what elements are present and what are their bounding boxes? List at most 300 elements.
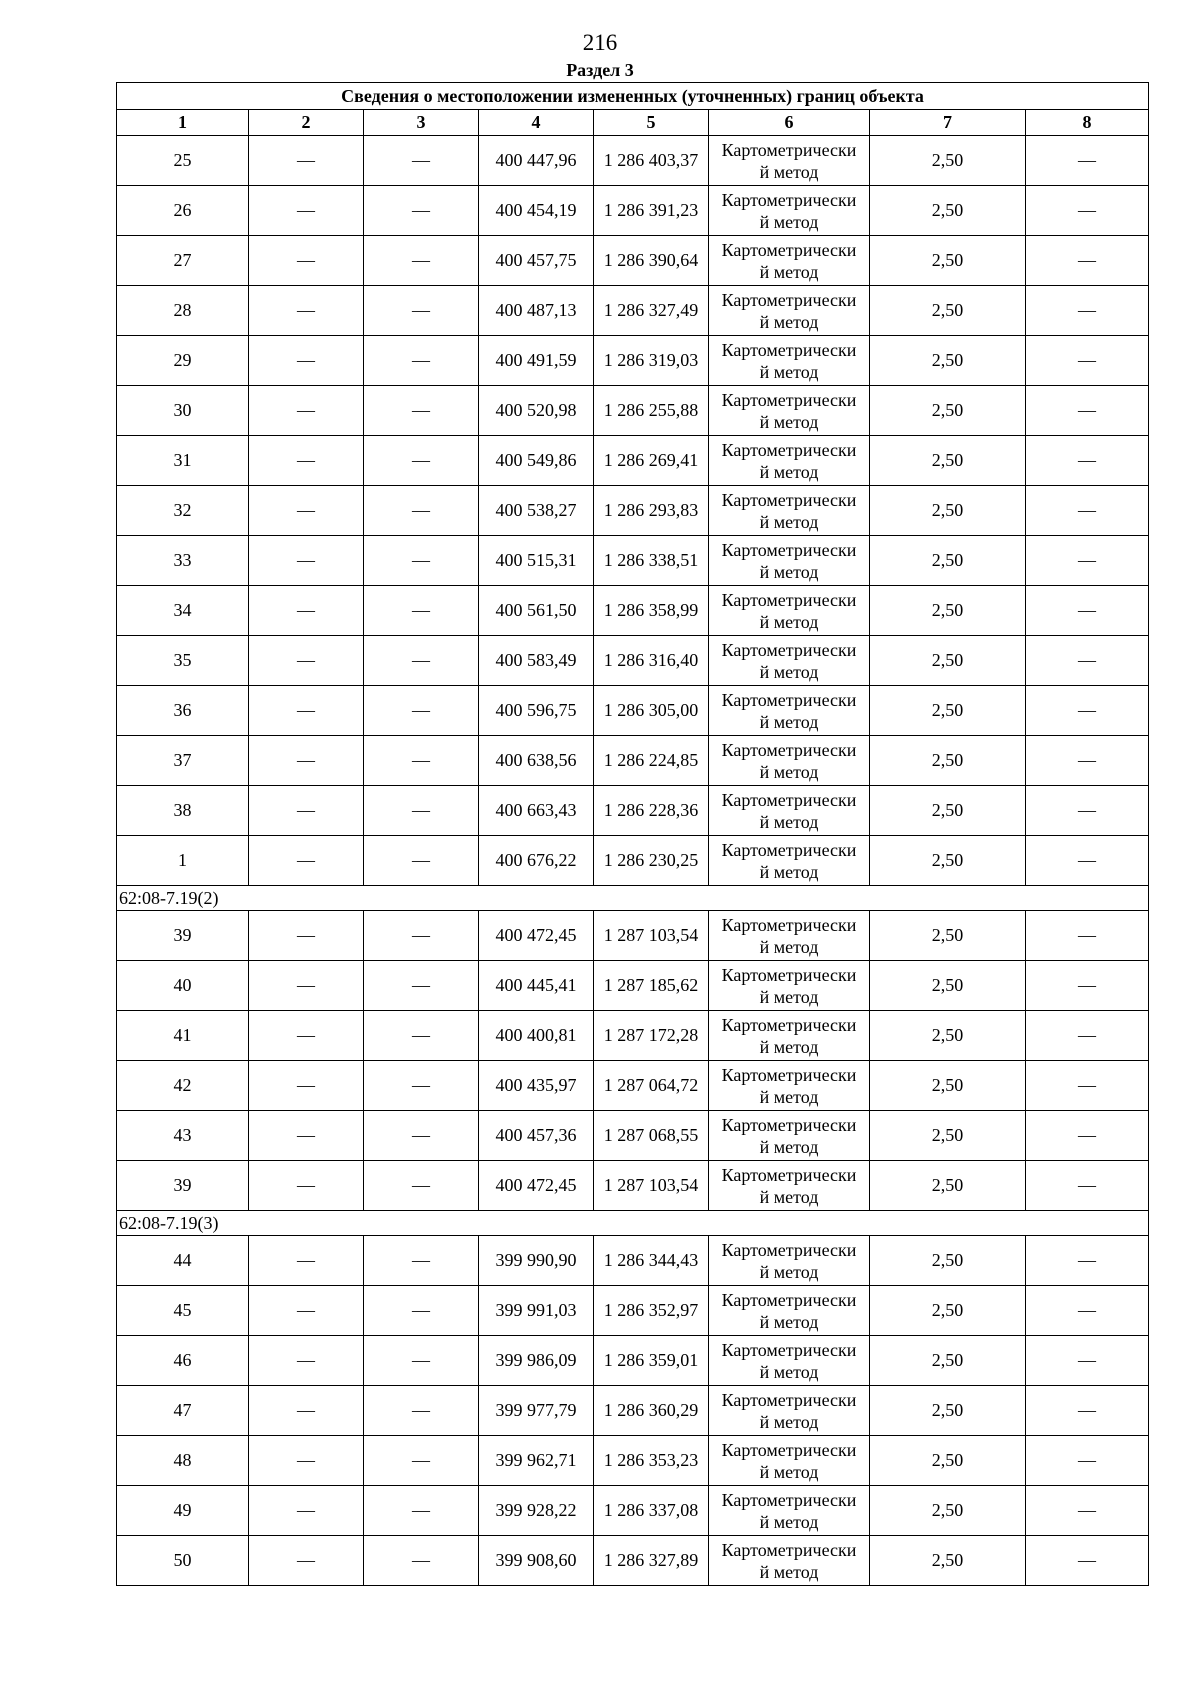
method-line-2: й метод	[759, 711, 819, 732]
empty-cell-col3: —	[364, 536, 479, 586]
method-line-2: й метод	[759, 761, 819, 782]
coordinate-y-cell: 1 287 103,54	[594, 911, 709, 961]
coordinate-y-cell: 1 286 353,23	[594, 1436, 709, 1486]
table-row	[117, 1336, 1149, 1386]
empty-cell-col8: —	[1026, 1061, 1149, 1111]
method-line-2: й метод	[759, 411, 819, 432]
method-line-2: й метод	[759, 1036, 819, 1057]
coordinate-y-cell: 1 287 103,54	[594, 1161, 709, 1211]
coordinate-y-cell: 1 286 319,03	[594, 336, 709, 386]
empty-cell-col3: —	[364, 1336, 479, 1386]
coordinate-x-cell: 399 928,22	[479, 1486, 594, 1536]
empty-cell-col2: —	[249, 836, 364, 886]
method-line-2: й метод	[759, 861, 819, 882]
method-cell	[709, 386, 870, 436]
method-cell	[709, 961, 870, 1011]
method-line-2: й метод	[759, 1086, 819, 1107]
point-number-cell: 41	[117, 1011, 249, 1061]
empty-cell-col8: —	[1026, 536, 1149, 586]
empty-cell-col2: —	[249, 236, 364, 286]
coordinate-y-cell: 1 287 068,55	[594, 1111, 709, 1161]
method-line-2: й метод	[759, 261, 819, 282]
coordinate-y-cell: 1 287 172,28	[594, 1011, 709, 1061]
table-row	[117, 1161, 1149, 1211]
coordinate-x-cell: 400 676,22	[479, 836, 594, 886]
empty-cell-col2: —	[249, 636, 364, 686]
page-number: 216	[582, 30, 618, 55]
accuracy-cell: 2,50	[870, 911, 1026, 961]
empty-cell-col2: —	[249, 1011, 364, 1061]
table-row	[117, 786, 1149, 836]
table-row	[117, 336, 1149, 386]
point-number-cell: 32	[117, 486, 249, 536]
table-row	[117, 186, 1149, 236]
empty-cell-col2: —	[249, 1286, 364, 1336]
empty-cell-col3: —	[364, 736, 479, 786]
method-cell	[709, 136, 870, 186]
method-line-2: й метод	[759, 986, 819, 1007]
coordinate-y-cell: 1 286 293,83	[594, 486, 709, 536]
empty-cell-col3: —	[364, 136, 479, 186]
empty-cell-col8: —	[1026, 1111, 1149, 1161]
column-number-7: 7	[870, 110, 1026, 136]
point-number-cell: 28	[117, 286, 249, 336]
empty-cell-col2: —	[249, 911, 364, 961]
table-row	[117, 1011, 1149, 1061]
coordinate-x-cell: 400 561,50	[479, 586, 594, 636]
method-line-2: й метод	[759, 1261, 819, 1282]
accuracy-cell: 2,50	[870, 1236, 1026, 1286]
accuracy-cell: 2,50	[870, 636, 1026, 686]
point-number-cell: 40	[117, 961, 249, 1011]
method-cell	[709, 286, 870, 336]
method-cell	[709, 236, 870, 286]
method-line-1: Картометрически	[721, 589, 857, 610]
method-line-1: Картометрически	[721, 1439, 857, 1460]
coordinate-x-cell: 399 908,60	[479, 1536, 594, 1586]
column-number-6: 6	[709, 110, 870, 136]
coordinate-x-cell: 400 435,97	[479, 1061, 594, 1111]
method-line-2: й метод	[759, 611, 819, 632]
column-number-5: 5	[594, 110, 709, 136]
empty-cell-col3: —	[364, 1111, 479, 1161]
point-number-cell: 30	[117, 386, 249, 436]
coordinate-y-cell: 1 286 327,49	[594, 286, 709, 336]
table-row	[117, 386, 1149, 436]
method-line-1: Картометрически	[721, 489, 857, 510]
point-number-cell: 44	[117, 1236, 249, 1286]
coordinate-x-cell: 400 596,75	[479, 686, 594, 736]
point-number-cell: 26	[117, 186, 249, 236]
coordinate-y-cell: 1 286 224,85	[594, 736, 709, 786]
point-number-cell: 34	[117, 586, 249, 636]
method-cell	[709, 1336, 870, 1386]
table-row	[117, 686, 1149, 736]
accuracy-cell: 2,50	[870, 1336, 1026, 1386]
table-row	[117, 1236, 1149, 1286]
empty-cell-col2: —	[249, 1386, 364, 1436]
accuracy-cell: 2,50	[870, 1111, 1026, 1161]
accuracy-cell: 2,50	[870, 836, 1026, 886]
accuracy-cell: 2,50	[870, 136, 1026, 186]
method-cell	[709, 836, 870, 886]
empty-cell-col8: —	[1026, 911, 1149, 961]
coordinate-x-cell: 400 454,19	[479, 186, 594, 236]
coordinate-x-cell: 400 447,96	[479, 136, 594, 186]
boundary-coordinates-table	[116, 82, 1149, 1586]
coordinate-x-cell: 399 990,90	[479, 1236, 594, 1286]
accuracy-cell: 2,50	[870, 486, 1026, 536]
coordinate-y-cell: 1 286 360,29	[594, 1386, 709, 1436]
method-line-1: Картометрически	[721, 1339, 857, 1360]
empty-cell-col3: —	[364, 911, 479, 961]
method-line-1: Картометрически	[721, 539, 857, 560]
coordinate-x-cell: 399 986,09	[479, 1336, 594, 1386]
section-title: Раздел 3	[566, 60, 634, 80]
empty-cell-col2: —	[249, 1436, 364, 1486]
coordinate-y-cell: 1 286 269,41	[594, 436, 709, 486]
coordinate-x-cell: 400 472,45	[479, 1161, 594, 1211]
method-line-1: Картометрически	[721, 1114, 857, 1135]
empty-cell-col3: —	[364, 1161, 479, 1211]
method-cell	[709, 636, 870, 686]
coordinate-y-cell: 1 286 316,40	[594, 636, 709, 686]
empty-cell-col8: —	[1026, 736, 1149, 786]
point-number-cell: 1	[117, 836, 249, 886]
column-number-3: 3	[364, 110, 479, 136]
method-line-1: Картометрически	[721, 1539, 857, 1560]
point-number-cell: 29	[117, 336, 249, 386]
method-line-1: Картометрически	[721, 1289, 857, 1310]
empty-cell-col2: —	[249, 436, 364, 486]
coordinate-y-cell: 1 286 344,43	[594, 1236, 709, 1286]
point-number-cell: 31	[117, 436, 249, 486]
method-line-1: Картометрически	[721, 964, 857, 985]
empty-cell-col8: —	[1026, 1236, 1149, 1286]
empty-cell-col8: —	[1026, 836, 1149, 886]
empty-cell-col8: —	[1026, 436, 1149, 486]
empty-cell-col3: —	[364, 336, 479, 386]
accuracy-cell: 2,50	[870, 436, 1026, 486]
method-line-1: Картометрически	[721, 1064, 857, 1085]
column-number-4: 4	[479, 110, 594, 136]
empty-cell-col2: —	[249, 1161, 364, 1211]
coordinate-y-cell: 1 286 391,23	[594, 186, 709, 236]
empty-cell-col3: —	[364, 786, 479, 836]
table-row	[117, 1386, 1149, 1436]
coordinate-y-cell: 1 286 390,64	[594, 236, 709, 286]
method-line-1: Картометрически	[721, 914, 857, 935]
table-row	[117, 1286, 1149, 1336]
method-line-2: й метод	[759, 461, 819, 482]
accuracy-cell: 2,50	[870, 186, 1026, 236]
coordinate-x-cell: 399 962,71	[479, 1436, 594, 1486]
method-line-1: Картометрически	[721, 739, 857, 760]
coordinate-x-cell: 400 638,56	[479, 736, 594, 786]
coordinate-y-cell: 1 286 255,88	[594, 386, 709, 436]
table-row	[117, 636, 1149, 686]
coordinate-x-cell: 399 977,79	[479, 1386, 594, 1436]
empty-cell-col2: —	[249, 586, 364, 636]
coordinate-y-cell: 1 287 185,62	[594, 961, 709, 1011]
table-row	[117, 236, 1149, 286]
empty-cell-col8: —	[1026, 336, 1149, 386]
accuracy-cell: 2,50	[870, 736, 1026, 786]
accuracy-cell: 2,50	[870, 1486, 1026, 1536]
empty-cell-col2: —	[249, 486, 364, 536]
coordinate-x-cell: 400 457,75	[479, 236, 594, 286]
point-number-cell: 50	[117, 1536, 249, 1586]
empty-cell-col3: —	[364, 236, 479, 286]
method-line-2: й метод	[759, 1311, 819, 1332]
empty-cell-col2: —	[249, 186, 364, 236]
accuracy-cell: 2,50	[870, 786, 1026, 836]
method-cell	[709, 1536, 870, 1586]
table-caption: Сведения о местоположении измененных (уточненных) границ объекта	[117, 83, 1149, 110]
table-row	[117, 286, 1149, 336]
point-number-cell: 43	[117, 1111, 249, 1161]
coordinate-x-cell: 400 583,49	[479, 636, 594, 686]
table-row	[117, 1536, 1149, 1586]
empty-cell-col2: —	[249, 136, 364, 186]
empty-cell-col3: —	[364, 1536, 479, 1586]
method-line-1: Картометрически	[721, 439, 857, 460]
accuracy-cell: 2,50	[870, 536, 1026, 586]
point-number-cell: 48	[117, 1436, 249, 1486]
method-line-2: й метод	[759, 661, 819, 682]
method-cell	[709, 586, 870, 636]
empty-cell-col8: —	[1026, 636, 1149, 686]
column-number-8: 8	[1026, 110, 1149, 136]
coordinate-y-cell: 1 286 359,01	[594, 1336, 709, 1386]
empty-cell-col2: —	[249, 1336, 364, 1386]
accuracy-cell: 2,50	[870, 1161, 1026, 1211]
method-line-1: Картометрически	[721, 1014, 857, 1035]
empty-cell-col2: —	[249, 386, 364, 436]
method-cell	[709, 1286, 870, 1336]
method-line-1: Картометрически	[721, 189, 857, 210]
coordinate-y-cell: 1 286 327,89	[594, 1536, 709, 1586]
empty-cell-col3: —	[364, 836, 479, 886]
empty-cell-col8: —	[1026, 1011, 1149, 1061]
coordinate-x-cell: 400 472,45	[479, 911, 594, 961]
table-body	[117, 136, 1149, 1586]
empty-cell-col2: —	[249, 536, 364, 586]
point-number-cell: 27	[117, 236, 249, 286]
empty-cell-col2: —	[249, 686, 364, 736]
point-number-cell: 35	[117, 636, 249, 686]
empty-cell-col2: —	[249, 961, 364, 1011]
coordinate-y-cell: 1 286 358,99	[594, 586, 709, 636]
coordinate-y-cell: 1 286 230,25	[594, 836, 709, 886]
accuracy-cell: 2,50	[870, 1286, 1026, 1336]
column-number-1: 1	[117, 110, 249, 136]
table-row	[117, 1486, 1149, 1536]
empty-cell-col3: —	[364, 1286, 479, 1336]
method-line-2: й метод	[759, 811, 819, 832]
point-number-cell: 38	[117, 786, 249, 836]
accuracy-cell: 2,50	[870, 961, 1026, 1011]
point-number-cell: 39	[117, 1161, 249, 1211]
empty-cell-col2: —	[249, 1111, 364, 1161]
empty-cell-col8: —	[1026, 1286, 1149, 1336]
method-line-2: й метод	[759, 211, 819, 232]
method-cell	[709, 1161, 870, 1211]
method-cell	[709, 186, 870, 236]
coordinate-x-cell: 400 549,86	[479, 436, 594, 486]
group-row	[117, 886, 1149, 911]
table-row	[117, 836, 1149, 886]
method-line-1: Картометрически	[721, 139, 857, 160]
table-row	[117, 911, 1149, 961]
empty-cell-col2: —	[249, 1536, 364, 1586]
empty-cell-col3: —	[364, 1436, 479, 1486]
method-line-1: Картометрически	[721, 289, 857, 310]
coordinate-x-cell: 400 663,43	[479, 786, 594, 836]
method-line-1: Картометрически	[721, 1489, 857, 1510]
empty-cell-col2: —	[249, 336, 364, 386]
empty-cell-col3: —	[364, 1061, 479, 1111]
accuracy-cell: 2,50	[870, 1011, 1026, 1061]
accuracy-cell: 2,50	[870, 336, 1026, 386]
empty-cell-col3: —	[364, 636, 479, 686]
coordinate-x-cell: 400 491,59	[479, 336, 594, 386]
method-cell	[709, 911, 870, 961]
empty-cell-col3: —	[364, 961, 479, 1011]
method-cell	[709, 1111, 870, 1161]
method-cell	[709, 736, 870, 786]
table-row	[117, 486, 1149, 536]
table-row	[117, 1111, 1149, 1161]
empty-cell-col8: —	[1026, 136, 1149, 186]
method-line-2: й метод	[759, 311, 819, 332]
method-cell	[709, 486, 870, 536]
table-row	[117, 436, 1149, 486]
empty-cell-col3: —	[364, 686, 479, 736]
coordinate-x-cell: 400 515,31	[479, 536, 594, 586]
coordinate-y-cell: 1 287 064,72	[594, 1061, 709, 1111]
method-line-2: й метод	[759, 1136, 819, 1157]
method-line-2: й метод	[759, 1361, 819, 1382]
method-line-1: Картометрически	[721, 1239, 857, 1260]
method-cell	[709, 336, 870, 386]
method-line-1: Картометрически	[721, 789, 857, 810]
method-line-2: й метод	[759, 1186, 819, 1207]
method-cell	[709, 1236, 870, 1286]
table-row	[117, 536, 1149, 586]
empty-cell-col3: —	[364, 286, 479, 336]
table-row	[117, 586, 1149, 636]
method-cell	[709, 1011, 870, 1061]
empty-cell-col8: —	[1026, 386, 1149, 436]
method-line-2: й метод	[759, 1561, 819, 1582]
coordinate-x-cell: 400 487,13	[479, 286, 594, 336]
empty-cell-col3: —	[364, 1486, 479, 1536]
coordinate-x-cell: 399 991,03	[479, 1286, 594, 1336]
empty-cell-col8: —	[1026, 586, 1149, 636]
empty-cell-col8: —	[1026, 1161, 1149, 1211]
empty-cell-col3: —	[364, 1011, 479, 1061]
coordinate-y-cell: 1 286 305,00	[594, 686, 709, 736]
accuracy-cell: 2,50	[870, 686, 1026, 736]
method-line-2: й метод	[759, 561, 819, 582]
point-number-cell: 47	[117, 1386, 249, 1436]
coordinate-y-cell: 1 286 403,37	[594, 136, 709, 186]
point-number-cell: 39	[117, 911, 249, 961]
method-line-2: й метод	[759, 161, 819, 182]
empty-cell-col8: —	[1026, 1386, 1149, 1436]
accuracy-cell: 2,50	[870, 1436, 1026, 1486]
group-label: 62:08-7.19(2)	[117, 886, 1149, 911]
coordinate-x-cell: 400 538,27	[479, 486, 594, 536]
empty-cell-col8: —	[1026, 1436, 1149, 1486]
group-label: 62:08-7.19(3)	[117, 1211, 1149, 1236]
empty-cell-col8: —	[1026, 286, 1149, 336]
empty-cell-col3: —	[364, 1386, 479, 1436]
coordinate-x-cell: 400 400,81	[479, 1011, 594, 1061]
coordinate-x-cell: 400 520,98	[479, 386, 594, 436]
coordinate-y-cell: 1 286 338,51	[594, 536, 709, 586]
table-row	[117, 961, 1149, 1011]
method-line-2: й метод	[759, 361, 819, 382]
method-line-1: Картометрически	[721, 239, 857, 260]
point-number-cell: 45	[117, 1286, 249, 1336]
method-cell	[709, 1061, 870, 1111]
method-line-2: й метод	[759, 1461, 819, 1482]
method-cell	[709, 686, 870, 736]
accuracy-cell: 2,50	[870, 1061, 1026, 1111]
empty-cell-col8: —	[1026, 961, 1149, 1011]
method-line-2: й метод	[759, 1511, 819, 1532]
empty-cell-col3: —	[364, 186, 479, 236]
method-line-2: й метод	[759, 936, 819, 957]
empty-cell-col2: —	[249, 736, 364, 786]
table-row	[117, 1436, 1149, 1486]
table-row	[117, 736, 1149, 786]
point-number-cell: 37	[117, 736, 249, 786]
method-cell	[709, 536, 870, 586]
point-number-cell: 33	[117, 536, 249, 586]
empty-cell-col8: —	[1026, 686, 1149, 736]
empty-cell-col3: —	[364, 586, 479, 636]
empty-cell-col2: —	[249, 786, 364, 836]
empty-cell-col3: —	[364, 486, 479, 536]
empty-cell-col8: —	[1026, 486, 1149, 536]
column-number-2: 2	[249, 110, 364, 136]
empty-cell-col8: —	[1026, 1336, 1149, 1386]
point-number-cell: 46	[117, 1336, 249, 1386]
coordinate-x-cell: 400 445,41	[479, 961, 594, 1011]
method-line-1: Картометрически	[721, 339, 857, 360]
method-cell	[709, 436, 870, 486]
method-cell	[709, 1436, 870, 1486]
method-cell	[709, 1386, 870, 1436]
empty-cell-col2: —	[249, 1486, 364, 1536]
method-cell	[709, 1486, 870, 1536]
accuracy-cell: 2,50	[870, 236, 1026, 286]
empty-cell-col3: —	[364, 386, 479, 436]
accuracy-cell: 2,50	[870, 1386, 1026, 1436]
point-number-cell: 49	[117, 1486, 249, 1536]
coordinate-y-cell: 1 286 352,97	[594, 1286, 709, 1336]
point-number-cell: 42	[117, 1061, 249, 1111]
empty-cell-col8: —	[1026, 186, 1149, 236]
column-number-row	[117, 110, 1149, 136]
accuracy-cell: 2,50	[870, 286, 1026, 336]
method-cell	[709, 786, 870, 836]
coordinate-y-cell: 1 286 228,36	[594, 786, 709, 836]
empty-cell-col8: —	[1026, 1486, 1149, 1536]
